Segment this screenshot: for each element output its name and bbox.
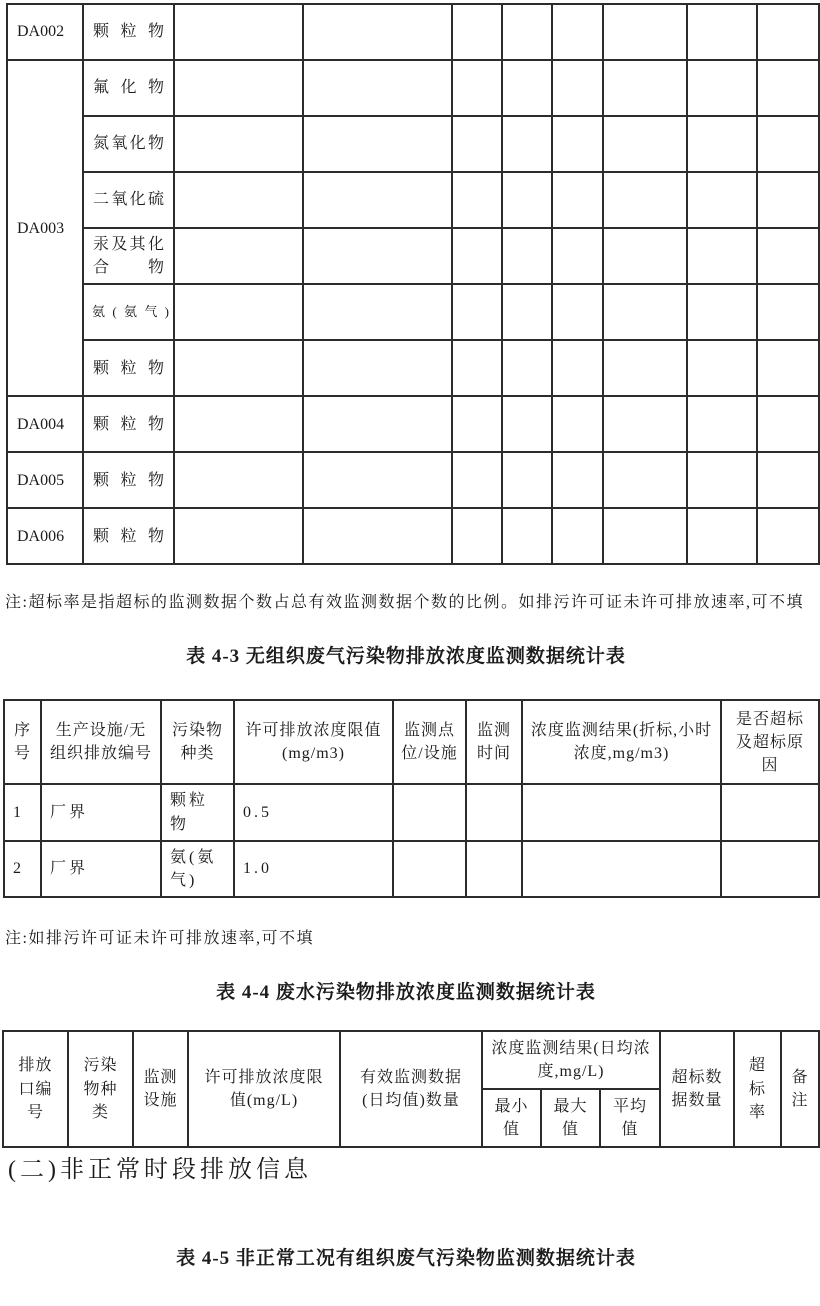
empty-cell <box>603 116 687 172</box>
header-cell: 超标率 <box>734 1031 781 1147</box>
empty-cell <box>303 284 452 340</box>
empty-cell <box>303 452 452 508</box>
header-cell: 超标数据数量 <box>660 1031 734 1147</box>
empty-cell <box>687 340 757 396</box>
empty-cell <box>174 284 303 340</box>
empty-cell <box>721 841 819 897</box>
outlet-code-cell: DA002 <box>7 4 83 60</box>
table-row <box>7 228 819 284</box>
facility-cell: 厂界 <box>41 784 161 840</box>
organized-gas-outlets-table <box>6 3 820 565</box>
empty-cell <box>552 396 603 452</box>
header-cell: 污染物种类 <box>161 700 234 784</box>
pollutant-cell: 汞及其化合物 <box>83 228 174 284</box>
empty-cell <box>687 228 757 284</box>
section-heading-abnormal-periods: (二)非正常时段排放信息 <box>8 1157 312 1184</box>
pollutant-cell: 颗粒物 <box>83 340 174 396</box>
empty-cell <box>687 4 757 60</box>
empty-cell <box>552 172 603 228</box>
header-cell: 污染物种类 <box>68 1031 133 1147</box>
pollutant-cell: 氟化物 <box>83 60 174 116</box>
empty-cell <box>174 396 303 452</box>
empty-cell <box>603 172 687 228</box>
limit-value-cell: 1.0 <box>234 841 393 897</box>
empty-cell <box>522 784 721 840</box>
table-row <box>7 116 819 172</box>
pollutant-cell: 氨(氨气) <box>161 841 234 897</box>
empty-cell <box>757 452 819 508</box>
empty-cell <box>174 4 303 60</box>
empty-cell <box>174 340 303 396</box>
empty-cell <box>687 396 757 452</box>
table-4-3-title: 表 4-3 无组织废气污染物排放浓度监测数据统计表 <box>186 646 626 668</box>
empty-cell <box>603 284 687 340</box>
empty-cell <box>452 508 502 564</box>
empty-cell <box>303 228 452 284</box>
empty-cell <box>303 508 452 564</box>
empty-cell <box>757 340 819 396</box>
empty-cell <box>466 784 522 840</box>
empty-cell <box>522 841 721 897</box>
empty-cell <box>757 4 819 60</box>
empty-cell <box>757 228 819 284</box>
pollutant-cell: 颗粒物 <box>83 4 174 60</box>
empty-cell <box>552 228 603 284</box>
table-header-row <box>4 700 819 784</box>
empty-cell <box>303 4 452 60</box>
empty-cell <box>687 116 757 172</box>
empty-cell <box>603 340 687 396</box>
table-4-4-title: 表 4-4 废水污染物排放浓度监测数据统计表 <box>216 982 596 1004</box>
empty-cell <box>502 396 552 452</box>
header-group-cell: 浓度监测结果(日均浓度,mg/L) <box>482 1031 660 1089</box>
header-cell: 有效监测数据(日均值)数量 <box>340 1031 482 1147</box>
header-cell: 最小值 <box>482 1089 541 1147</box>
pollutant-cell: 颗粒物 <box>83 452 174 508</box>
empty-cell <box>303 340 452 396</box>
empty-cell <box>303 172 452 228</box>
outlet-code-cell: DA006 <box>7 508 83 564</box>
pollutant-cell: 氮氧化物 <box>83 116 174 172</box>
outlet-code-cell: DA005 <box>7 452 83 508</box>
empty-cell <box>502 228 552 284</box>
empty-cell <box>452 116 502 172</box>
row-number-cell: 2 <box>4 841 41 897</box>
header-cell: 生产设施/无组织排放编号 <box>41 700 161 784</box>
empty-cell <box>603 228 687 284</box>
empty-cell <box>452 284 502 340</box>
empty-cell <box>502 116 552 172</box>
header-cell: 监测时间 <box>466 700 522 784</box>
table-row <box>7 284 819 340</box>
empty-cell <box>303 396 452 452</box>
empty-cell <box>603 60 687 116</box>
empty-cell <box>757 60 819 116</box>
empty-cell <box>452 172 502 228</box>
note-permit-rate: 注:如排污许可证未许可排放速率,可不填 <box>5 930 314 948</box>
empty-cell <box>687 284 757 340</box>
empty-cell <box>452 396 502 452</box>
empty-cell <box>757 396 819 452</box>
pollutant-cell: 氨(氨气) <box>83 284 174 340</box>
header-cell: 最大值 <box>541 1089 600 1147</box>
table-row <box>7 172 819 228</box>
header-cell: 排放口编号 <box>3 1031 68 1147</box>
table-row <box>7 4 819 60</box>
pollutant-cell: 颗粒物 <box>83 396 174 452</box>
row-number-cell: 1 <box>4 784 41 840</box>
facility-cell: 厂界 <box>41 841 161 897</box>
empty-cell <box>552 340 603 396</box>
empty-cell <box>502 172 552 228</box>
empty-cell <box>502 508 552 564</box>
wastewater-monitoring-table <box>2 1030 820 1148</box>
header-cell: 平均值 <box>600 1089 660 1147</box>
empty-cell <box>757 508 819 564</box>
header-cell: 许可排放浓度限值(mg/m3) <box>234 700 393 784</box>
empty-cell <box>174 172 303 228</box>
empty-cell <box>757 284 819 340</box>
empty-cell <box>174 228 303 284</box>
empty-cell <box>552 60 603 116</box>
empty-cell <box>174 452 303 508</box>
empty-cell <box>466 841 522 897</box>
empty-cell <box>452 340 502 396</box>
empty-cell <box>452 228 502 284</box>
empty-cell <box>502 60 552 116</box>
empty-cell <box>552 284 603 340</box>
header-cell: 备注 <box>781 1031 819 1147</box>
fugitive-gas-monitoring-table <box>3 699 820 898</box>
empty-cell <box>452 452 502 508</box>
header-cell: 序号 <box>4 700 41 784</box>
empty-cell <box>552 116 603 172</box>
outlet-code-cell: DA004 <box>7 396 83 452</box>
empty-cell <box>603 396 687 452</box>
pollutant-cell: 二氧化硫 <box>83 172 174 228</box>
empty-cell <box>303 60 452 116</box>
empty-cell <box>502 4 552 60</box>
pollutant-cell: 颗粒物 <box>83 508 174 564</box>
table-row <box>7 396 819 452</box>
empty-cell <box>393 841 466 897</box>
empty-cell <box>174 508 303 564</box>
empty-cell <box>603 4 687 60</box>
table-4-5-title: 表 4-5 非正常工况有组织废气污染物监测数据统计表 <box>176 1248 636 1270</box>
header-cell: 监测点位/设施 <box>393 700 466 784</box>
table-row <box>7 452 819 508</box>
empty-cell <box>502 340 552 396</box>
empty-cell <box>603 508 687 564</box>
outlet-code-cell: DA003 <box>7 60 83 396</box>
table-header-row <box>3 1031 819 1089</box>
empty-cell <box>603 452 687 508</box>
empty-cell <box>687 452 757 508</box>
empty-cell <box>303 116 452 172</box>
empty-cell <box>174 116 303 172</box>
empty-cell <box>552 452 603 508</box>
table-row <box>7 340 819 396</box>
empty-cell <box>393 784 466 840</box>
empty-cell <box>687 60 757 116</box>
note-exceedance-rate-definition: 注:超标率是指超标的监测数据个数占总有效监测数据个数的比例。如排污许可证未许可排放速率,可不填 <box>5 594 804 612</box>
empty-cell <box>452 60 502 116</box>
empty-cell <box>174 60 303 116</box>
empty-cell <box>552 508 603 564</box>
empty-cell <box>687 172 757 228</box>
empty-cell <box>452 4 502 60</box>
document-page <box>0 3 820 1306</box>
header-cell: 浓度监测结果(折标,小时浓度,mg/m3) <box>522 700 721 784</box>
table-row <box>7 60 819 116</box>
empty-cell <box>757 116 819 172</box>
table-row <box>7 508 819 564</box>
table-row <box>4 841 819 897</box>
empty-cell <box>552 4 603 60</box>
empty-cell <box>721 784 819 840</box>
empty-cell <box>757 172 819 228</box>
empty-cell <box>502 284 552 340</box>
empty-cell <box>687 508 757 564</box>
header-cell: 是否超标及超标原因 <box>721 700 819 784</box>
header-cell: 许可排放浓度限值(mg/L) <box>188 1031 340 1147</box>
limit-value-cell: 0.5 <box>234 784 393 840</box>
table-row <box>4 784 819 840</box>
header-cell: 监测设施 <box>133 1031 188 1147</box>
pollutant-cell: 颗粒物 <box>161 784 234 840</box>
empty-cell <box>502 452 552 508</box>
